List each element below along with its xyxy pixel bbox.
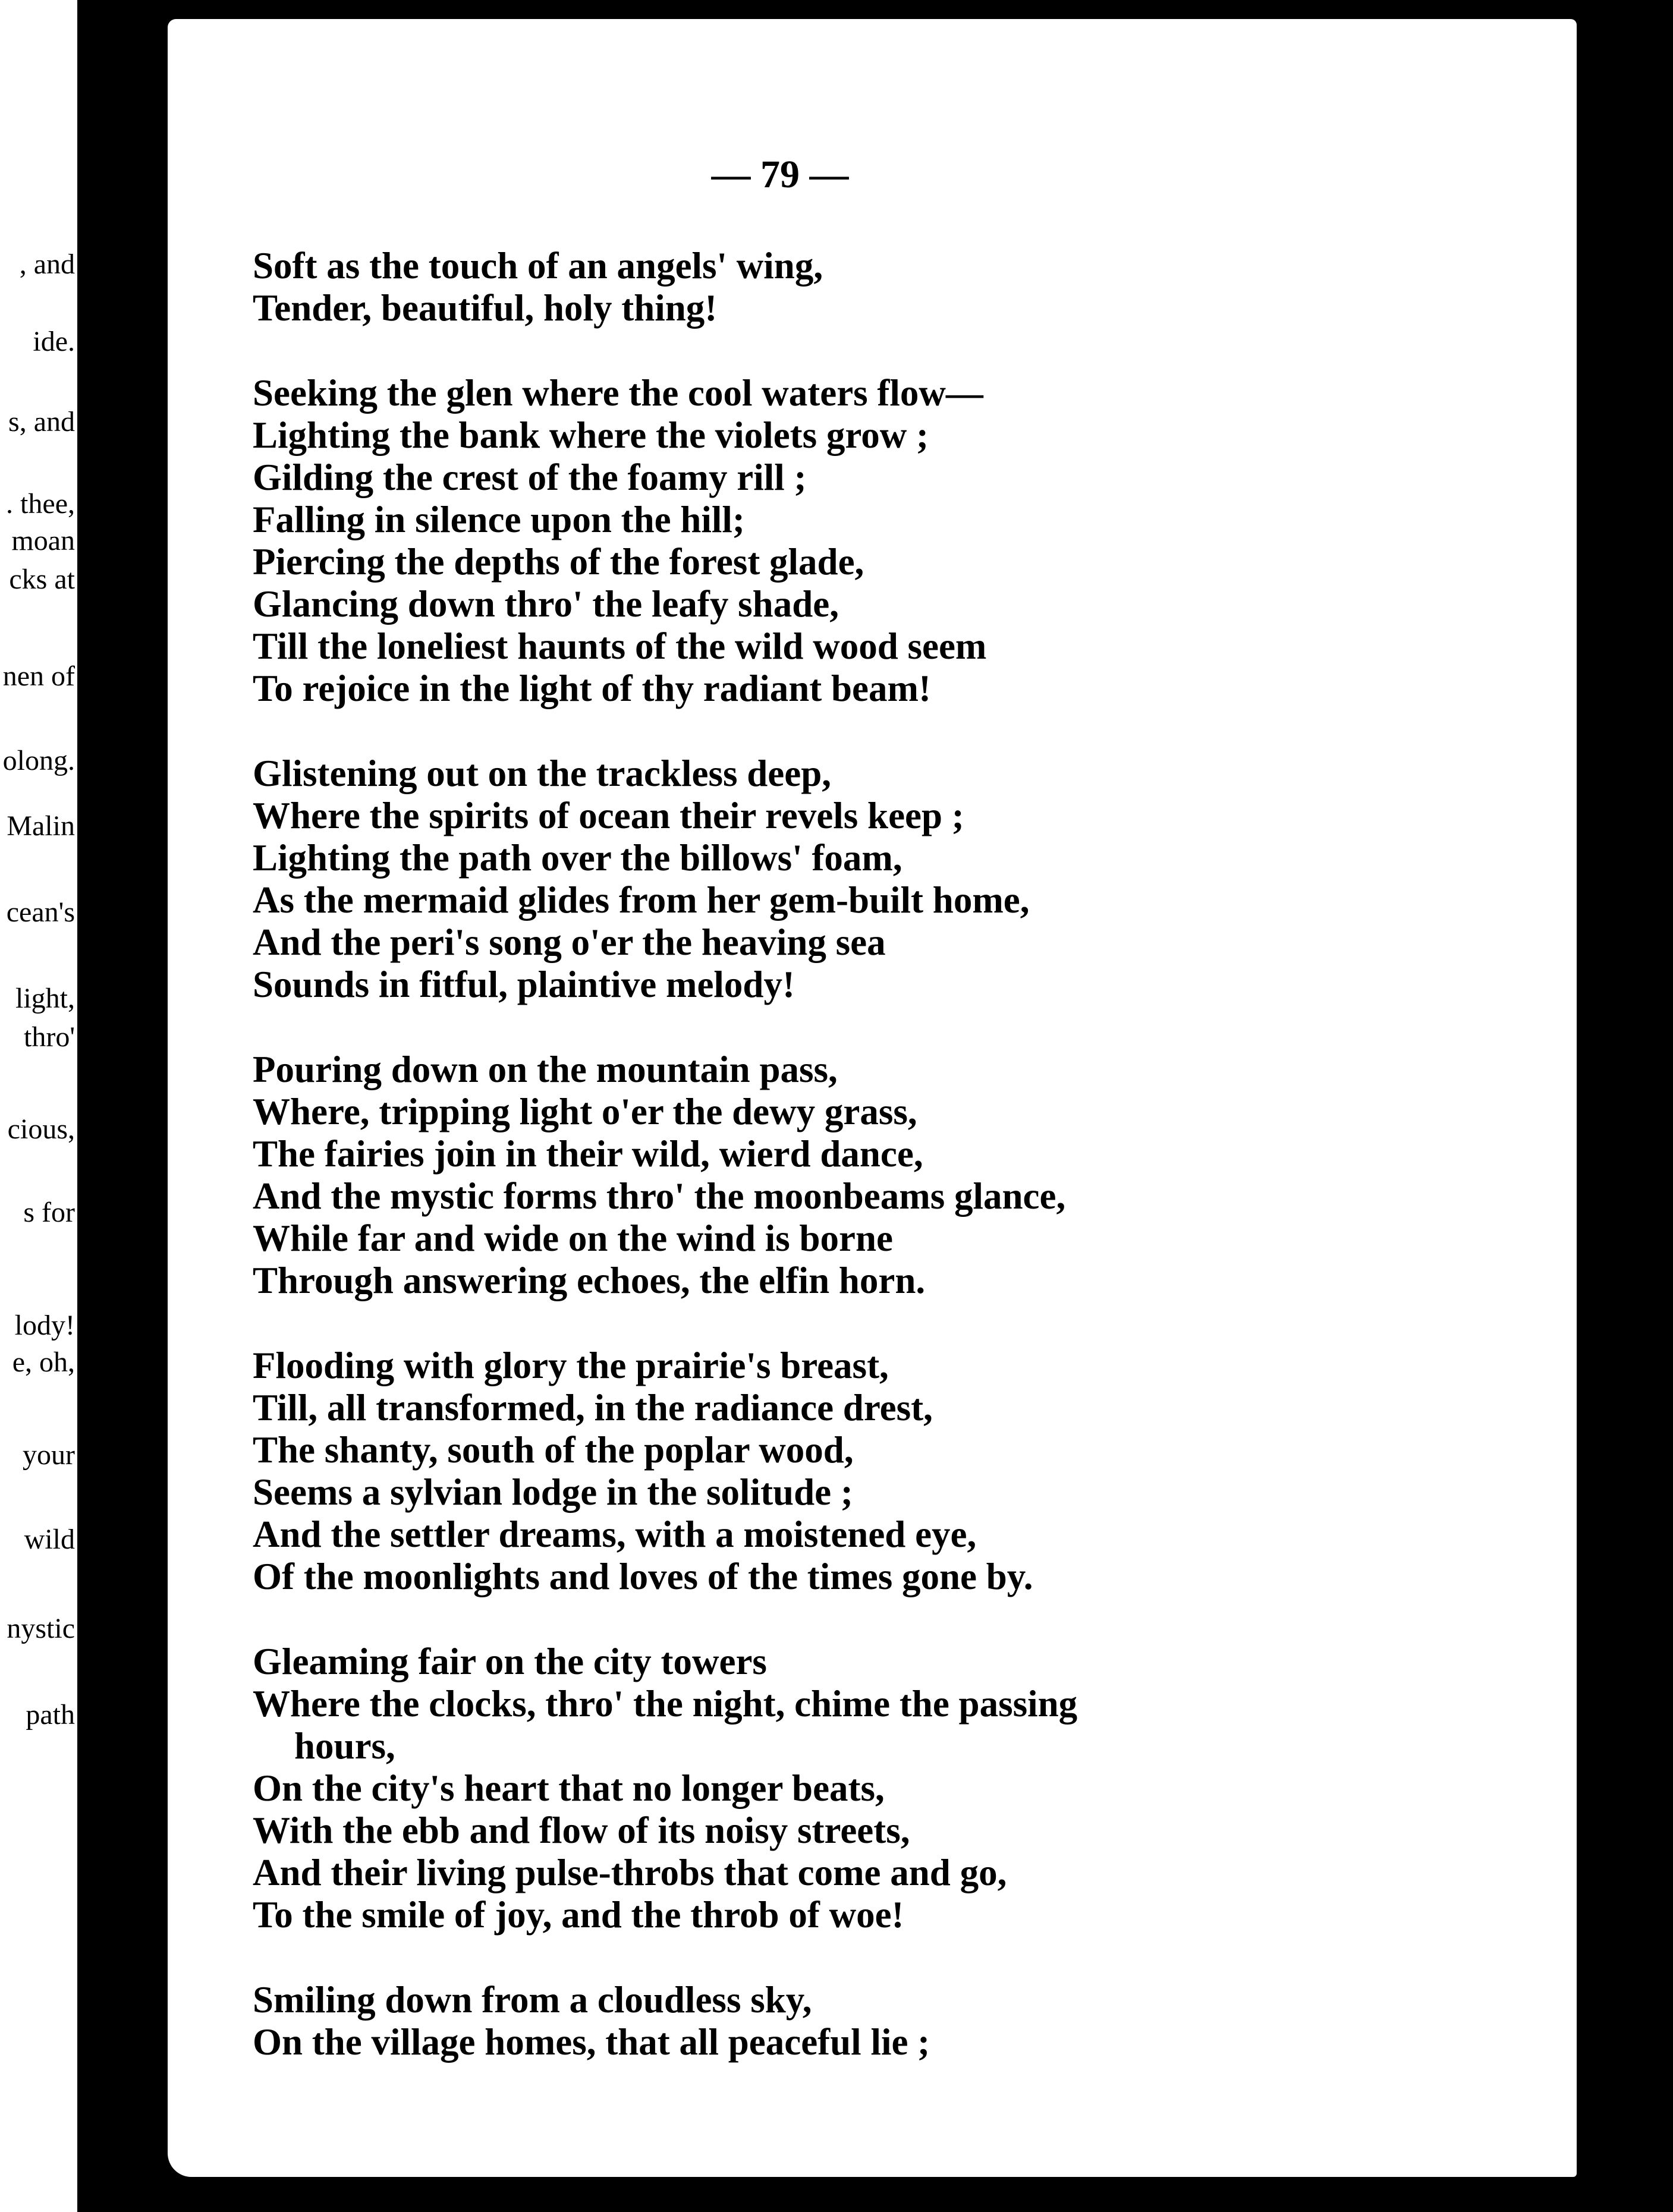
left-fragment: olong. xyxy=(2,745,75,776)
left-fragment: nystic xyxy=(7,1613,75,1644)
left-page-strip xyxy=(0,0,77,2212)
poem-line: The fairies join in their wild, wierd dance, xyxy=(253,1133,923,1175)
left-fragment: wild xyxy=(24,1524,75,1555)
poem-line: Pouring down on the mountain pass, xyxy=(253,1049,838,1090)
stanza xyxy=(253,245,1561,329)
poem-line: With the ebb and flow of its noisy streets, xyxy=(253,1810,910,1851)
poem-line: On the city's heart that no longer beats, xyxy=(253,1767,885,1809)
left-fragment: e, oh, xyxy=(12,1346,75,1378)
left-fragment: cks at xyxy=(9,564,75,595)
poem-line: Where, tripping light o'er the dewy grass, xyxy=(253,1091,917,1132)
poem-line: And their living pulse-throbs that come and go, xyxy=(253,1852,1007,1893)
poem-line: Soft as the touch of an angels' wing, xyxy=(253,245,823,287)
poem xyxy=(253,245,1561,2106)
poem-line: While far and wide on the wind is borne xyxy=(253,1217,893,1259)
left-fragment: . thee, xyxy=(6,488,75,520)
poem-line: Gleaming fair on the city towers xyxy=(253,1641,767,1682)
poem-line: On the village homes, that all peaceful lie ; xyxy=(253,2021,930,2063)
poem-line: To the smile of joy, and the throb of woe! xyxy=(253,1894,904,1936)
poem-line: Of the moonlights and loves of the times gone by. xyxy=(253,1556,1033,1597)
poem-line: Piercing the depths of the forest glade, xyxy=(253,541,864,583)
left-fragment: cious, xyxy=(7,1113,75,1145)
poem-line: Falling in silence upon the hill; xyxy=(253,499,745,540)
left-fragment: your xyxy=(23,1439,75,1471)
poem-line: To rejoice in the light of thy radiant beam! xyxy=(253,668,931,709)
poem-line: Flooding with glory the prairie's breast, xyxy=(253,1345,889,1386)
left-fragment: s, and xyxy=(8,406,75,438)
left-fragment: ide. xyxy=(33,326,75,357)
poem-line: Seeking the glen where the cool waters flow— xyxy=(253,372,983,414)
left-fragment: moan xyxy=(11,525,75,556)
poem-line: The shanty, south of the poplar wood, xyxy=(253,1429,854,1471)
left-fragment: path xyxy=(26,1699,75,1730)
poem-line: Till the loneliest haunts of the wild wood seem xyxy=(253,625,987,667)
stanza xyxy=(253,1049,1561,1302)
left-fragment: lody! xyxy=(14,1310,75,1341)
left-fragment: light, xyxy=(15,983,75,1014)
left-fragment: nen of xyxy=(2,660,75,692)
poem-line: And the peri's song o'er the heaving sea xyxy=(253,921,886,963)
poem-line: And the mystic forms thro' the moonbeams glance, xyxy=(253,1175,1066,1217)
poem-line: As the mermaid glides from her gem-built home, xyxy=(253,879,1030,921)
document-page xyxy=(168,19,1577,2177)
poem-line: Where the spirits of ocean their revels keep ; xyxy=(253,795,964,836)
stanza xyxy=(253,753,1561,1006)
poem-line-continuation: hours, xyxy=(294,1725,395,1767)
stanza xyxy=(253,1641,1561,1936)
left-fragment: s for xyxy=(23,1197,75,1228)
poem-line: Lighting the path over the billows' foam, xyxy=(253,837,902,879)
stanza xyxy=(253,1345,1561,1598)
stanza xyxy=(253,372,1561,710)
left-fragment: , and xyxy=(19,248,75,280)
left-fragment: thro' xyxy=(24,1021,75,1053)
poem-line: Glistening out on the trackless deep, xyxy=(253,753,832,794)
left-fragment: cean's xyxy=(6,896,75,928)
poem-line: Smiling down from a cloudless sky, xyxy=(253,1979,812,2021)
poem-line: Lighting the bank where the violets grow ; xyxy=(253,414,929,456)
left-fragment: Malin xyxy=(7,810,75,842)
poem-line: Gilding the crest of the foamy rill ; xyxy=(253,457,807,498)
page-number: — 79 — xyxy=(711,153,849,196)
poem-line: And the settler dreams, with a moistened eye, xyxy=(253,1514,977,1555)
poem-line: Sounds in fitful, plaintive melody! xyxy=(253,964,795,1005)
poem-line: Seems a sylvian lodge in the solitude ; xyxy=(253,1471,853,1513)
stanza xyxy=(253,1979,1561,2063)
poem-line: Tender, beautiful, holy thing! xyxy=(253,287,718,329)
page-gutter xyxy=(77,0,168,2212)
poem-line: Glancing down thro' the leafy shade, xyxy=(253,583,839,625)
poem-line: Through answering echoes, the elfin horn. xyxy=(253,1260,926,1301)
poem-line: Till, all transformed, in the radiance drest, xyxy=(253,1387,933,1428)
poem-line: Where the clocks, thro' the night, chime the passing xyxy=(253,1683,1078,1725)
